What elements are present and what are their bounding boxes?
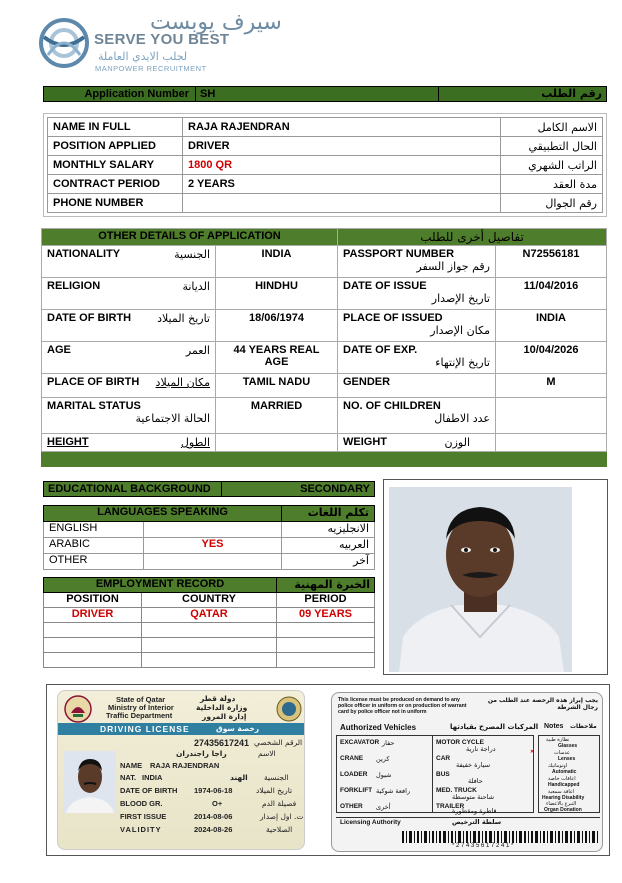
language-name-ar: آخر [282, 554, 375, 570]
note-glasses-ar: نظارة طبية [546, 737, 570, 743]
info-label: CONTRACT PERIOD [48, 175, 183, 194]
details-right-value: INDIA [496, 310, 607, 342]
license-dob: 1974-06-18 [194, 786, 233, 795]
languages-title: LANGUAGES SPEAKING [44, 506, 282, 522]
license-nat-ar: الهند [230, 773, 248, 782]
details-left-value: HINDHU [216, 278, 338, 310]
note-handicapped: Handicapped [548, 782, 580, 788]
details-left-label: MARITAL STATUS الحالة الاجتماعية [42, 398, 216, 434]
vehicle-crane: CRANE [340, 755, 364, 762]
license-nat: INDIA [142, 773, 163, 782]
license-name-label-ar: الاسم [258, 749, 276, 758]
license-issue-label: FIRST ISSUE [120, 812, 167, 821]
details-left-value: 18/06/1974 [216, 310, 338, 342]
details-right-value: 10/04/2026 [496, 342, 607, 374]
employment-row [44, 653, 375, 668]
vehicle-bus: BUS [436, 771, 450, 778]
details-left-label: AGE العمر [42, 342, 216, 374]
note-automatic-ar: اوتوماتيك [548, 763, 568, 769]
language-row [44, 522, 375, 538]
details-right-value [496, 434, 607, 452]
details-row [42, 278, 607, 310]
column-header: PERIOD [277, 593, 375, 608]
logo-english-title: SERVE YOU BEST [94, 31, 230, 48]
other-details-title-ar: تفاصيل أخرى للطلب [338, 229, 607, 246]
license-blood: O+ [212, 799, 223, 808]
note-handicapped-ar: اعاقات خاصة [548, 776, 576, 782]
authorized-vehicles-title-ar: المركبات المصرح بقيادتها [450, 723, 539, 731]
employment-table [43, 577, 375, 668]
info-label: POSITION APPLIED [48, 137, 183, 156]
vehicle-excavator: EXCAVATOR [340, 739, 380, 746]
details-left-value: TAMIL NADU [216, 374, 338, 398]
license-notice-ar: يجب إبراز هذه الرخصة عند الطلب من رجال الشرطة [487, 697, 598, 711]
info-value: RAJA RAJENDRAN [183, 118, 501, 137]
application-number-label-ar: رقم الطلب [439, 87, 606, 101]
license-dob-label: DATE OF BIRTH [120, 786, 178, 795]
employment-country: QATAR [142, 608, 277, 623]
license-id-label-ar: الرقم الشخصي [254, 738, 303, 747]
details-right-value: M [496, 374, 607, 398]
vehicle-loader: LOADER [340, 771, 368, 778]
license-holder-photo [64, 751, 116, 813]
note-lenses-ar: عدسات [554, 750, 571, 756]
license-validity-label: VALIDITY [120, 825, 162, 834]
details-row [42, 398, 607, 434]
details-row [42, 246, 607, 278]
license-state: State of Qatar [116, 695, 166, 704]
vehicle-trailer: TRAILER [436, 803, 465, 810]
info-label-ar: الراتب الشهري [501, 156, 603, 175]
info-row [48, 194, 603, 213]
license-nat-label: NAT. [120, 773, 137, 782]
info-table [47, 117, 603, 213]
vehicle-other-ar: أخرى [376, 803, 391, 811]
info-label: PHONE NUMBER [48, 194, 183, 213]
vehicle-crane-ar: كرين [376, 755, 390, 763]
info-label: MONTHLY SALARY [48, 156, 183, 175]
language-name-ar: العربيه [282, 538, 375, 554]
note-automatic: Automatic [552, 769, 577, 775]
logo-arabic-title: سيرف يوبست [150, 10, 282, 35]
languages-header [44, 506, 375, 522]
info-row [48, 156, 603, 175]
employment-row [44, 608, 375, 623]
employment-title-ar: الخبرة المهنية [277, 578, 375, 593]
authorized-vehicles-title: Authorized Vehicles [340, 723, 417, 732]
license-id: 27435617241 [194, 738, 250, 748]
employment-header [44, 578, 375, 593]
license-ministry-ar: وزارة الداخلية [196, 703, 248, 712]
license-back-card [331, 692, 603, 852]
details-left-value: 44 YEARS REAL AGE [216, 342, 338, 374]
license-notice: This license must be produced on demand to any police officer in uniform or on production of warrant card by police officer not in uniform [338, 697, 467, 715]
licensing-authority: Licensing Authority [340, 819, 401, 826]
other-details-table [41, 228, 607, 467]
vehicle-motorcycle: MOTOR CYCLE [436, 739, 484, 746]
info-label-ar: رقم الجوال [501, 194, 603, 213]
details-left-value [216, 434, 338, 452]
license-section [46, 684, 610, 856]
info-row [48, 118, 603, 137]
license-dept: Traffic Department [106, 711, 173, 720]
licensing-authority-ar: سلطة الترخيص [452, 818, 502, 826]
details-row [42, 310, 607, 342]
info-row [48, 175, 603, 194]
employment-period: 09 YEARS [277, 608, 375, 623]
education-label: EDUCATIONAL BACKGROUND [44, 482, 222, 497]
vehicle-trailer-ar: قاطرة ومقطورة [452, 807, 497, 815]
license-front-card [57, 690, 305, 850]
license-name-label: NAME [120, 761, 143, 770]
qatar-emblem-icon [64, 695, 92, 723]
info-value: 2 YEARS [183, 175, 501, 194]
license-dept-ar: إدارة المرور [202, 712, 247, 721]
notes-title: Notes [544, 723, 564, 730]
company-logo-icon [38, 17, 90, 69]
language-name: ARABIC [44, 538, 144, 554]
info-value [183, 194, 501, 213]
language-name-ar: الانجليزيه [282, 522, 375, 538]
education-table [43, 481, 375, 497]
vehicle-med-truck: MED. TRUCK [436, 787, 477, 794]
info-value: 1800 QR [183, 156, 501, 175]
note-organ-ar: التبرع بالاعضاء [546, 801, 577, 807]
application-number-bar [43, 86, 607, 102]
employment-position: DRIVER [44, 608, 142, 623]
vehicle-bus-ar: حافلة [468, 777, 483, 785]
license-title: DRIVING LICENSE [100, 724, 190, 734]
car-selected-mark: ✕ [530, 749, 535, 755]
license-dob-label-ar: تاريخ الميلاد [256, 786, 293, 795]
other-details-title: OTHER DETAILS OF APPLICATION [42, 229, 338, 246]
license-nat-label-ar: الجنسية [264, 773, 289, 782]
info-row [48, 137, 603, 156]
note-hearing: Hearing Disability [542, 795, 585, 801]
license-issue: 2014-08-06 [194, 812, 233, 821]
employment-row [44, 623, 375, 638]
license-title-ar: رخصة سوق [216, 724, 260, 733]
logo-english-subtitle: MANPOWER RECRUITMENT [95, 64, 207, 73]
vehicle-car: CAR [436, 755, 451, 762]
language-value: YES [144, 538, 282, 554]
barcode-icon [402, 831, 598, 843]
license-blood-label-ar: فصيلة الدم [262, 799, 297, 808]
vehicle-loader-ar: شيول [376, 771, 392, 779]
details-right-label: DATE OF ISSUE تاريخ الإصدار [338, 278, 496, 310]
license-validity-label-ar: الصلاحية [266, 825, 293, 834]
details-right-label: NO. OF CHILDREN عدد الاطفال [338, 398, 496, 434]
license-validity: 2024-08-26 [194, 825, 233, 834]
note-lenses: Lenses [558, 756, 576, 762]
details-right-value: N72556181 [496, 246, 607, 278]
details-left-label: DATE OF BIRTH تاريخ الميلاد [42, 310, 216, 342]
language-value [144, 522, 282, 538]
language-value [144, 554, 282, 570]
info-value: DRIVER [183, 137, 501, 156]
languages-table [43, 505, 375, 570]
license-issue-label-ar: ت. اول إصدار [260, 812, 304, 821]
license-name-ar: راجا راجندران [176, 749, 227, 758]
details-left-value: INDIA [216, 246, 338, 278]
vehicle-car-ar: سيارة خفيفة [456, 761, 491, 769]
vehicle-med-truck-ar: شاحنة متوسطة [452, 793, 495, 801]
vehicle-motorcycle-ar: دراجة نارية [466, 745, 496, 753]
details-right-label: PLACE OF ISSUED مكان الإصدار [338, 310, 496, 342]
details-left-label: PLACE OF BIRTH مكان الميلاد [42, 374, 216, 398]
details-left-label: RELIGION الديانة [42, 278, 216, 310]
details-footer-bar [42, 452, 607, 467]
details-right-value: 11/04/2016 [496, 278, 607, 310]
info-label-ar: الاسم الكامل [501, 118, 603, 137]
details-left-label: HEIGHT الطول [42, 434, 216, 452]
languages-title-ar: تكلم اللغات [282, 506, 375, 522]
vehicle-excavator-ar: حفار [382, 739, 395, 747]
note-organ: Organ Donation [544, 807, 582, 813]
employment-title: EMPLOYMENT RECORD [44, 578, 277, 593]
details-row [42, 342, 607, 374]
info-label-ar: الحال التطبيقي [501, 137, 603, 156]
license-state-ar: دولة قطر [200, 694, 236, 703]
note-glasses: Glasses [558, 743, 578, 749]
column-header: COUNTRY [142, 593, 277, 608]
applicant-photo-frame [383, 479, 608, 675]
details-right-label: WEIGHT الوزن [338, 434, 496, 452]
language-row [44, 554, 375, 570]
application-number-value: SH [196, 87, 439, 101]
applicant-photo [389, 487, 572, 672]
vehicle-forklift: FORKLIFT [340, 787, 373, 794]
info-label: NAME IN FULL [48, 118, 183, 137]
gcc-emblem-icon [276, 696, 302, 722]
details-left-value: MARRIED [216, 398, 338, 434]
notes-title-ar: ملاحظات [570, 723, 597, 730]
note-hearing-ar: اعاقة سمعية [548, 789, 575, 795]
details-right-label: PASSPORT NUMBER رقم جواز السفر [338, 246, 496, 278]
vehicle-forklift-ar: رافعة شوكية [376, 787, 411, 795]
language-name: OTHER [44, 554, 144, 570]
language-row [44, 538, 375, 554]
info-label-ar: مدة العقد [501, 175, 603, 194]
license-ministry: Ministry of Interior [108, 703, 174, 712]
application-number-label: Application Number [44, 87, 196, 101]
details-row [42, 374, 607, 398]
language-name: ENGLISH [44, 522, 144, 538]
details-right-label: GENDER [338, 374, 496, 398]
barcode-text: * 2 7 4 3 5 6 1 7 2 4 1 * [452, 843, 514, 849]
other-details-header [42, 229, 607, 246]
column-header: POSITION [44, 593, 142, 608]
license-name: RAJA RAJENDRAN [150, 761, 220, 770]
details-left-label: NATIONALITY الجنسية [42, 246, 216, 278]
details-right-label: DATE OF EXP. تاريخ الإنتهاء [338, 342, 496, 374]
details-row [42, 434, 607, 452]
details-right-value [496, 398, 607, 434]
employment-columns [44, 593, 375, 608]
vehicle-other: OTHER [340, 803, 363, 810]
license-blood-label: BLOOD GR. [120, 799, 163, 808]
employment-row [44, 638, 375, 653]
logo-arabic-subtitle: لجلب الايدي العاملة [98, 50, 188, 63]
education-value: SECONDARY [222, 482, 375, 497]
